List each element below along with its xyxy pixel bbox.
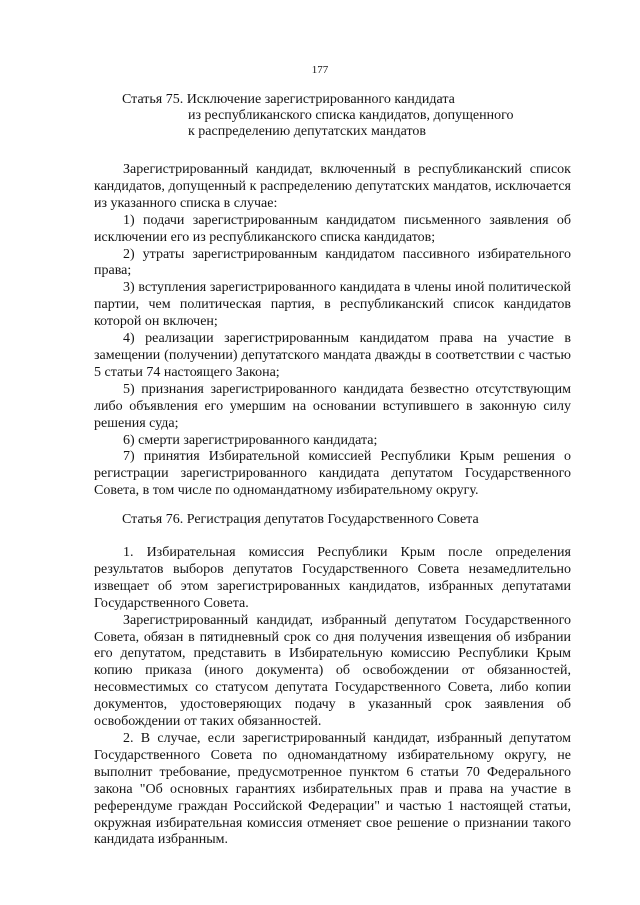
article-75-item-2: 2) утраты зарегистрированным кандидатом пассивного избирательного права; [94, 246, 571, 279]
article-75-heading [122, 92, 572, 140]
article-76-paragraph-3: 2. В случае, если зарегистрированный кандидат, избранный депутатом Государственного Совета по одномандатному избирательному округу, не выполнит требование, предусмотренное пунктом 6 статьи 70 Федерального закона "Об основных гарантиях избирательных прав и права на участие в референдуме граждан Российской Федерации" и частью 1 настоящей статьи, окружная избирательная комиссия отменяет свое решение о признании такого кандидата избранным. [94, 730, 571, 848]
article-75-intro: Зарегистрированный кандидат, включенный в республиканский список кандидатов, допущенный к распределению депутатских мандатов, исключается из указанного списка в случае: [94, 162, 571, 211]
page-number: 177 [311, 64, 329, 76]
article-75-item-1: 1) подачи зарегистрированным кандидатом письменного заявления об исключении его из республиканского списка кандидатов; [94, 212, 571, 245]
article-76-paragraph-2: Зарегистрированный кандидат, избранный депутатом Государственного Совета, обязан в пятидневный срок со дня получения извещения об избрании его депутатом, представить в Избирательную комиссию Республики Крым копию приказа (иного документа) об освобождении от обязанностей, несовместимых со статусом депутата Государственного Совета, либо копии документов, удостоверяющих подачу в указанный срок заявления об освобождении от таких обязанностей. [94, 612, 571, 730]
article-76-body [94, 545, 571, 849]
article-75-item-5: 5) признания зарегистрированного кандидата безвестно отсутствующим либо объявления его умершим на основании вступившего в законную силу решения суда; [94, 381, 571, 431]
article-76-heading [122, 512, 572, 528]
article-76-paragraph-1: 1. Избирательная комиссия Республики Крым после определения результатов выборов депутатов Государственного Совета незамедлительно извещает об этом зарегистрированных кандидатов, избранных депутатами Государственного Совета. [94, 545, 571, 611]
article-75-body [94, 162, 571, 500]
article-75-item-7: 7) принятия Избирательной комиссией Республики Крым решения о регистрации зарегистрированного кандидата депутатом Государственного Совета, в том числе по одномандатному избирательному округу. [94, 449, 571, 499]
article-76-heading-text: Статья 76. Регистрация депутатов Государственного Совета [122, 512, 479, 527]
article-75-heading-line-2: из республиканского списка кандидатов, допущенного [188, 108, 514, 123]
article-75-item-6: 6) смерти зарегистрированного кандидата; [123, 432, 378, 448]
article-75-heading-line-3: к распределению депутатских мандатов [188, 124, 426, 139]
article-75-item-4: 4) реализации зарегистрированным кандидатом права на участие в замещении (получении) депутатского мандата дважды в соответствии с частью 5 статьи 74 настоящего Закона; [94, 331, 571, 380]
article-75-item-3: 3) вступления зарегистрированного кандидата в члены иной политической партии, чем политическая партия, в республиканский список кандидатов которой он включен; [94, 280, 571, 330]
article-75-heading-line-1: Статья 75. Исключение зарегистрированного кандидата [122, 92, 455, 107]
